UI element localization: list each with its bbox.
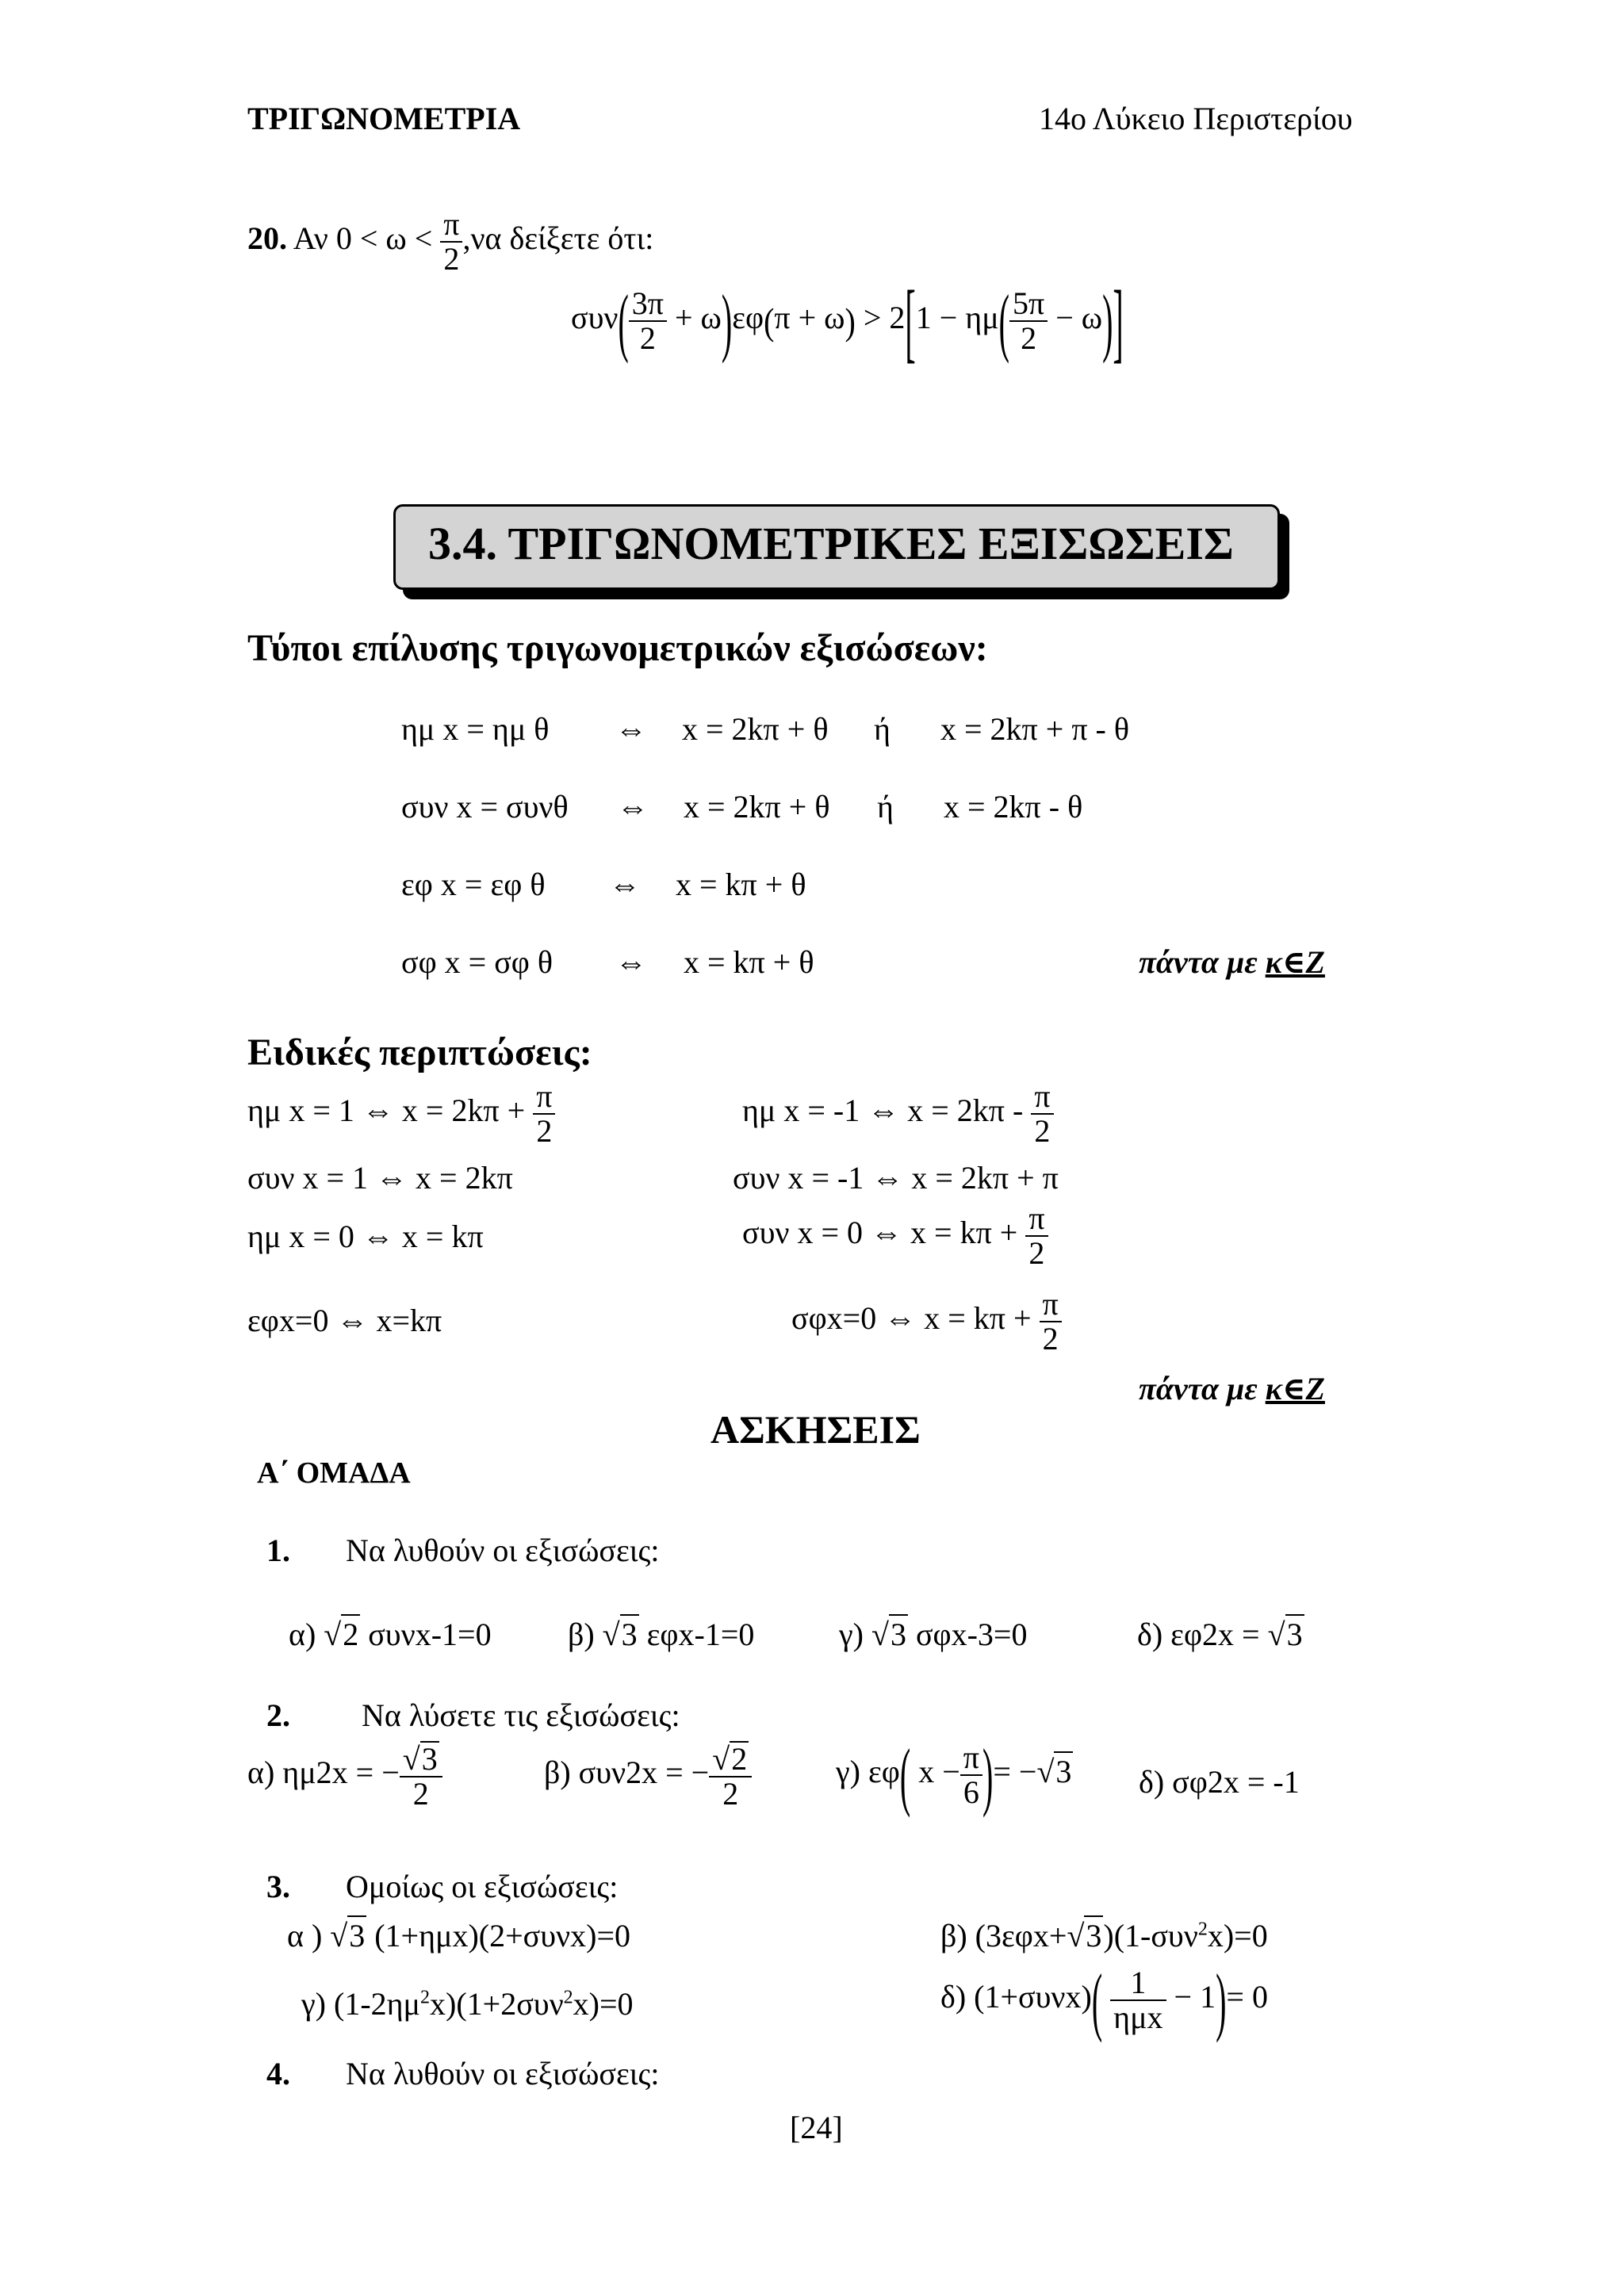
fraction-5pi-over-2: $\frac{5\pi}{2}$ bbox=[1009, 287, 1048, 355]
exercise-3c: γ) $(1-2\eta\mu^2x)(1+2\sigma\upsilon\nu^2x)=0$ bbox=[301, 1986, 634, 2022]
special-left-1: ημ x = 1 ⇔ x = 2kπ + $\frac{\pi}{2}$ bbox=[247, 1080, 555, 1148]
section-title: 3.4. ΤΡΙΓΩΝΟΜΕΤΡΙΚΕΣ ΕΞΙΣΩΣΕΙΣ bbox=[428, 518, 1234, 569]
ef-label: εφ bbox=[732, 300, 764, 336]
pi-plus-omega: π + ω bbox=[774, 300, 845, 336]
special-left-4: εφx=0 ⇔ x=kπ bbox=[247, 1303, 442, 1338]
equivalence-icon: ⇔ bbox=[615, 944, 647, 980]
types-heading: Τύποι επίλυσης τριγωνομετρικών εξισώσεων: bbox=[247, 627, 988, 669]
exercise-3-number: 3. bbox=[266, 1869, 290, 1904]
type-row-hm-lhs: ημ x = ημ θ bbox=[401, 711, 550, 747]
fraction-3pi-over-2: $\frac{3\pi}{2}$ bbox=[629, 287, 667, 355]
exercise-20-statement bbox=[247, 208, 653, 276]
exercise-4-text: Να λυθούν οι εξισώσεις: bbox=[346, 2056, 660, 2091]
type-row-ef-lhs: εφ x = εφ θ bbox=[401, 867, 546, 902]
minus-omega: − ω bbox=[1055, 300, 1103, 336]
special-left-2: συν x = 1 ⇔ x = 2kπ bbox=[247, 1160, 513, 1196]
exercise-3-text: Ομοίως οι εξισώσεις: bbox=[346, 1869, 619, 1904]
exercise-20-inequality: συν( $\frac{3\pi}{2}$ + ω)εφ(π + ω) > 2[1 − ημ( $\frac{5\pi}{2}$ − ω)] bbox=[571, 271, 1124, 371]
fraction-pi-over-2: $\frac{\pi}{2}$ bbox=[440, 208, 462, 276]
exercise-1-text: Να λυθούν οι εξισώσεις: bbox=[346, 1533, 660, 1568]
page-number: [24] bbox=[790, 2110, 843, 2145]
plus-omega: + ω bbox=[674, 300, 722, 336]
exercise-1b: β) √3 εφx-1=0 bbox=[568, 1614, 754, 1653]
special-right-3: συν x = 0 ⇔ x = kπ + $\frac{\pi}{2}$ bbox=[742, 1202, 1048, 1270]
exercise-3a: α ) √3 (1+ημx)(2+συνx)=0 bbox=[287, 1915, 630, 1954]
exercise-4-number: 4. bbox=[266, 2056, 290, 2091]
special-left-3: ημ x = 0 ⇔ x = kπ bbox=[247, 1219, 484, 1254]
exercise-2a: α) ημ2x = − $\frac{√3}{2}$ bbox=[247, 1741, 442, 1811]
type-row-hm-r2: x = 2kπ + π - θ bbox=[940, 711, 1129, 747]
integer-note: πάντα με κ∈Z bbox=[1139, 1371, 1325, 1406]
type-row-syn-or: ή bbox=[877, 789, 894, 825]
exercise-2b: β) συν2x = − $\frac{√2}{2}$ bbox=[544, 1741, 752, 1811]
exercise-number: 20. bbox=[247, 220, 287, 257]
one-minus-hm: 1 − ημ bbox=[915, 300, 999, 336]
syn-label: συν bbox=[571, 300, 619, 336]
type-row-ef-r1: x = kπ + θ bbox=[676, 867, 806, 902]
exercise-2d: δ) σφ2x = -1 bbox=[1139, 1764, 1300, 1800]
integer-note: πάντα με κ∈Z bbox=[1139, 944, 1325, 980]
special-right-2: συν x = -1 ⇔ x = 2kπ + π bbox=[733, 1160, 1059, 1196]
equivalence-icon: ⇔ bbox=[615, 711, 647, 747]
greater-than-two: > 2 bbox=[863, 300, 906, 336]
exercise-2-number: 2. bbox=[266, 1697, 290, 1733]
header-school: 14ο Λύκειο Περιστερίου bbox=[1039, 101, 1353, 136]
equivalence-icon: ⇔ bbox=[609, 867, 641, 902]
type-row-hm-r1: x = 2kπ + θ bbox=[682, 711, 829, 747]
equivalence-icon: ⇔ bbox=[617, 789, 649, 825]
exercise-1d: δ) εφ2x = √3 bbox=[1137, 1614, 1304, 1653]
type-row-sf-r1: x = kπ + θ bbox=[684, 944, 814, 980]
exercise-2c: γ) εφ( x − $\frac{\pi}{6}$ )= −√3 bbox=[836, 1732, 1072, 1818]
condition: 0 < ω < bbox=[335, 220, 433, 257]
type-row-syn-r1: x = 2kπ + θ bbox=[684, 789, 830, 825]
group-label: Α΄ ΟΜΑΔΑ bbox=[257, 1456, 411, 1490]
special-right-4: σφx=0 ⇔ x = kπ + $\frac{\pi}{2}$ bbox=[791, 1288, 1062, 1356]
special-heading: Ειδικές περιπτώσεις: bbox=[247, 1031, 592, 1073]
exercise-3d: δ) (1+συνx)( $\frac{1}{\text{ημx}}$ − 1)= 0 bbox=[940, 1957, 1268, 2043]
special-right-1: ημ x = -1 ⇔ x = 2kπ - $\frac{\pi}{2}$ bbox=[742, 1080, 1054, 1148]
type-row-syn-r2: x = 2kπ - θ bbox=[944, 789, 1083, 825]
header-title: ΤΡΙΓΩΝΟΜΕΤΡΙΑ bbox=[247, 101, 521, 136]
type-row-syn-lhs: συν x = συνθ bbox=[401, 789, 569, 825]
exercise-1c: γ) √3 σφx-3=0 bbox=[839, 1614, 1027, 1653]
type-row-hm-or: ή bbox=[874, 711, 891, 747]
intro-text: Αν bbox=[293, 220, 328, 257]
exercise-1-number: 1. bbox=[266, 1533, 290, 1568]
condition-tail: ,να δείξετε ότι: bbox=[462, 220, 654, 257]
exercise-1a: α) √2 συνx-1=0 bbox=[289, 1614, 492, 1653]
exercises-title: ΑΣΚΗΣΕΙΣ bbox=[710, 1407, 921, 1452]
exercise-3b: β) (3εφx+√3)(1-συν$^2$x)=0 bbox=[940, 1915, 1268, 1954]
type-row-sf-lhs: σφ x = σφ θ bbox=[401, 944, 553, 980]
exercise-2-text: Να λύσετε τις εξισώσεις: bbox=[362, 1697, 680, 1733]
